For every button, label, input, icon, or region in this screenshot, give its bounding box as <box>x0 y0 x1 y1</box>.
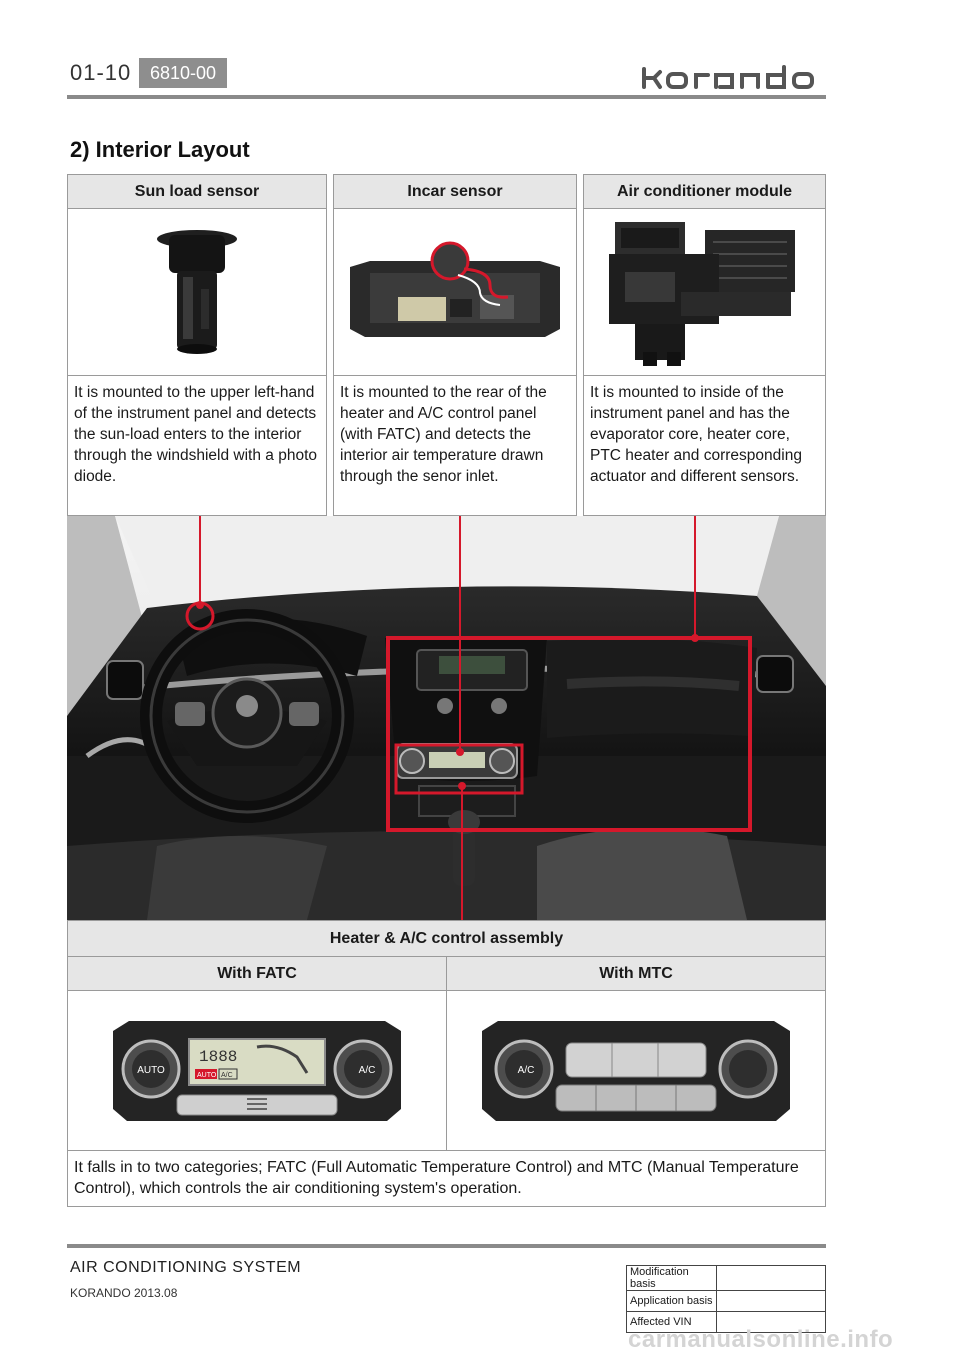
footer-system-title: AIR CONDITIONING SYSTEM <box>70 1259 302 1276</box>
application-basis-label: Application basis <box>627 1291 717 1312</box>
ac-module-image <box>583 208 826 376</box>
footer-model: KORANDO 2013.08 <box>70 1286 178 1300</box>
section-code-badge: 6810-00 <box>139 58 227 88</box>
application-basis-value <box>717 1291 826 1312</box>
watermark: carmanualsonline.info <box>628 1326 894 1353</box>
fatc-knob-right-label: A/C <box>358 1064 376 1076</box>
fatc-panel-image <box>67 990 447 1151</box>
page-number: 01-10 <box>70 60 132 85</box>
fatc-display-readout: 1888 <box>199 1047 238 1066</box>
mtc-heading: With MTC <box>446 956 826 991</box>
table-row <box>627 1291 826 1312</box>
control-assembly-heading: Heater & A/C control assembly <box>67 920 826 957</box>
dashboard-illustration <box>67 516 826 920</box>
mtc-knob-left-label: A/C <box>517 1064 535 1076</box>
fatc-auto-indicator: AUTO <box>197 1071 217 1079</box>
sun-load-sensor-image <box>67 208 327 376</box>
affected-vin-label: Affected VIN <box>627 1312 717 1333</box>
fatc-ac-indicator: A/C <box>221 1071 233 1079</box>
modification-basis-value <box>717 1266 826 1291</box>
fatc-heading: With FATC <box>67 956 447 991</box>
incar-sensor-heading: Incar sensor <box>333 174 577 209</box>
modification-basis-label: Modification basis <box>627 1266 717 1291</box>
ac-module-description: It is mounted to inside of the instrument panel and has the evaporator core, heater core, PTC heater and corresponding actuator and different sensors. <box>583 375 826 516</box>
top-divider <box>67 95 826 99</box>
korando-logo <box>640 62 826 92</box>
sun-load-sensor-heading: Sun load sensor <box>67 174 327 209</box>
incar-sensor-description: It is mounted to the rear of the heater and A/C control panel (with FATC) and detects the interior air temperature drawn through the senor inlet. <box>333 375 577 516</box>
sun-load-sensor-description: It is mounted to the upper left-hand of the instrument panel and detects the sun-load enters to the interior through the windshield with a photo diode. <box>67 375 327 516</box>
modification-table <box>626 1265 826 1333</box>
bottom-divider <box>67 1244 826 1248</box>
ac-module-heading: Air conditioner module <box>583 174 826 209</box>
mtc-panel-image <box>446 990 826 1151</box>
section-title: 2) Interior Layout <box>70 137 250 162</box>
fatc-knob-left-label: AUTO <box>137 1064 165 1076</box>
table-row <box>627 1266 826 1291</box>
control-assembly-description: It falls in to two categories; FATC (Full Automatic Temperature Control) and MTC (Manual Temperature Control), which controls the air conditioning system's operation. <box>67 1150 826 1207</box>
incar-sensor-image <box>333 208 577 376</box>
